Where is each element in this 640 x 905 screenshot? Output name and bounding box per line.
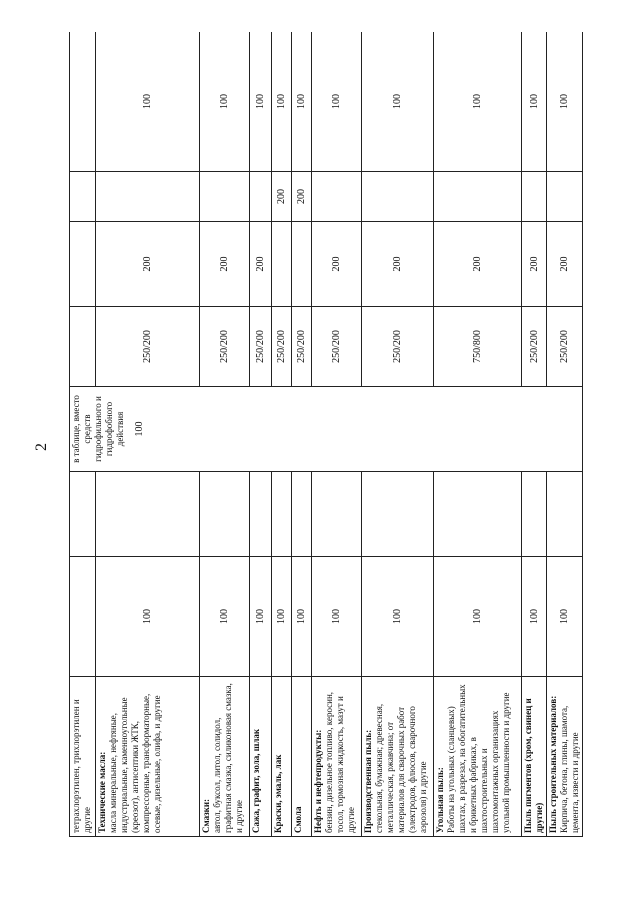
rotated-table-frame — [69, 32, 604, 837]
value-cell: 100 — [434, 557, 522, 677]
value-cell — [434, 472, 522, 557]
value-cell: 100 — [200, 32, 250, 172]
value-cell — [70, 307, 96, 387]
row-description: Работы на угольных (сланцевых) шахтах, в разрезах, на обогатительных и брикетных фабриках, в шахтостроительных и шахтомонтажных организациях угольной промышленности и другие — [446, 684, 511, 833]
value-cell: 100 — [522, 32, 547, 172]
row-title-cell — [522, 677, 547, 837]
row-title-cell — [434, 677, 522, 837]
value-cell: 250/200 — [547, 307, 583, 387]
row-title-cell — [272, 677, 292, 837]
value-cell: 100 — [547, 32, 583, 172]
row-title: Пыль строительных материалов: — [548, 695, 558, 833]
value-cell — [292, 222, 312, 307]
row-title: Производственная пыль: — [363, 729, 373, 833]
table-row — [70, 32, 96, 837]
row-title-cell — [96, 677, 200, 837]
value-cell — [96, 172, 200, 222]
row-description: автол, буксол, литол, солидол, графитная смазка, силиконовая смазка, и другие — [212, 683, 244, 833]
value-cell: 100 — [200, 557, 250, 677]
row-title: Технические масла: — [97, 751, 107, 833]
value-cell: 200 — [547, 222, 583, 307]
row-title-cell — [292, 677, 312, 837]
row-title-cell — [250, 677, 272, 837]
value-cell: 100 — [96, 557, 200, 677]
norms-table — [69, 32, 583, 837]
row-description: масла минеральные, нефтяные, индустриальные, каменноугольные (креозот), антисептики ЖТК, компрессорные, трансформаторные, осевые, дизельные, олифа, и другие — [108, 693, 162, 833]
value-cell: 100 — [522, 557, 547, 677]
value-cell — [362, 172, 434, 222]
row-title: Краски, эмаль, лак — [273, 754, 283, 833]
value-cell: 200 — [312, 222, 362, 307]
value-cell — [200, 472, 250, 557]
value-cell — [312, 172, 362, 222]
value-cell: 200 — [362, 222, 434, 307]
value-cell — [522, 172, 547, 222]
value-cell — [312, 472, 362, 557]
value-cell — [272, 222, 292, 307]
value-cell — [70, 222, 96, 307]
value-cell: 200 — [292, 172, 312, 222]
value-cell: 200 — [272, 172, 292, 222]
row-title: Сажа, графит, зола, шлак — [251, 728, 261, 833]
value-cell — [70, 472, 96, 557]
value-cell: 100 — [362, 32, 434, 172]
page-number: 2 — [33, 443, 50, 451]
value-cell: 200 — [200, 222, 250, 307]
value-cell: 200 — [434, 222, 522, 307]
row-title-cell — [312, 677, 362, 837]
value-cell — [547, 472, 583, 557]
row-description: бензин, дизельное топливо, керосин, тосол, тормозная жидкость, мазут и другие — [324, 691, 356, 833]
note-value: 100 — [134, 421, 145, 437]
value-cell: 250/200 — [312, 307, 362, 387]
note-cell — [70, 387, 583, 472]
value-cell: 200 — [522, 222, 547, 307]
value-cell: 100 — [96, 32, 200, 172]
value-cell — [362, 472, 434, 557]
value-cell — [547, 172, 583, 222]
value-cell: 100 — [362, 557, 434, 677]
row-title: Угольная пыль: — [435, 767, 445, 833]
value-cell: 100 — [547, 557, 583, 677]
row-title-cell — [547, 677, 583, 837]
value-cell — [200, 172, 250, 222]
row-title: Смола — [293, 806, 303, 833]
value-cell: 100 — [434, 32, 522, 172]
row-title: Смазки: — [201, 798, 211, 833]
rotated-sheet — [69, 32, 604, 837]
value-cell: 250/200 — [522, 307, 547, 387]
value-cell: 250/200 — [292, 307, 312, 387]
value-cell: 200 — [250, 222, 272, 307]
note-text: в таблице, вместо средств гидрофильного и гидрофобного действия — [71, 395, 125, 463]
value-cell: 100 — [272, 32, 292, 172]
value-cell: 100 — [250, 557, 272, 677]
value-cell — [70, 32, 96, 172]
value-cell — [292, 472, 312, 557]
value-cell: 100 — [272, 557, 292, 677]
value-cell: 100 — [312, 32, 362, 172]
value-cell: 250/200 — [96, 307, 200, 387]
value-cell — [96, 472, 200, 557]
row-description: Кирпича, бетона, глины, шамота, цемента, извести и другие — [559, 705, 580, 833]
value-cell — [522, 472, 547, 557]
row-description: стекольная, бумажная; древесная, металлическая, ржавчина; от материалов для сварочных работ (электродов, флюсов, сварочного аэрозоля) и другие — [374, 703, 428, 833]
row-title-cell — [70, 677, 96, 837]
value-cell — [434, 172, 522, 222]
row-title: Пыль пигментов (хром, свинец и другие) — [523, 698, 544, 833]
row-title: тетрахлорэтилен, трихлорэтилен и другие — [71, 699, 92, 833]
value-cell: 250/200 — [362, 307, 434, 387]
value-cell: 250/200 — [272, 307, 292, 387]
row-title-cell — [200, 677, 250, 837]
value-cell: 100 — [292, 32, 312, 172]
value-cell — [250, 472, 272, 557]
value-cell — [250, 172, 272, 222]
value-cell: 250/200 — [250, 307, 272, 387]
value-cell: 750/800 — [434, 307, 522, 387]
row-title: Нефть и нефтепродукты: — [313, 729, 323, 833]
value-cell: 200 — [96, 222, 200, 307]
value-cell — [272, 472, 292, 557]
value-cell — [70, 557, 96, 677]
value-cell: 100 — [250, 32, 272, 172]
value-cell: 100 — [312, 557, 362, 677]
value-cell: 100 — [292, 557, 312, 677]
value-cell — [70, 172, 96, 222]
value-cell: 250/200 — [200, 307, 250, 387]
row-title-cell — [362, 677, 434, 837]
